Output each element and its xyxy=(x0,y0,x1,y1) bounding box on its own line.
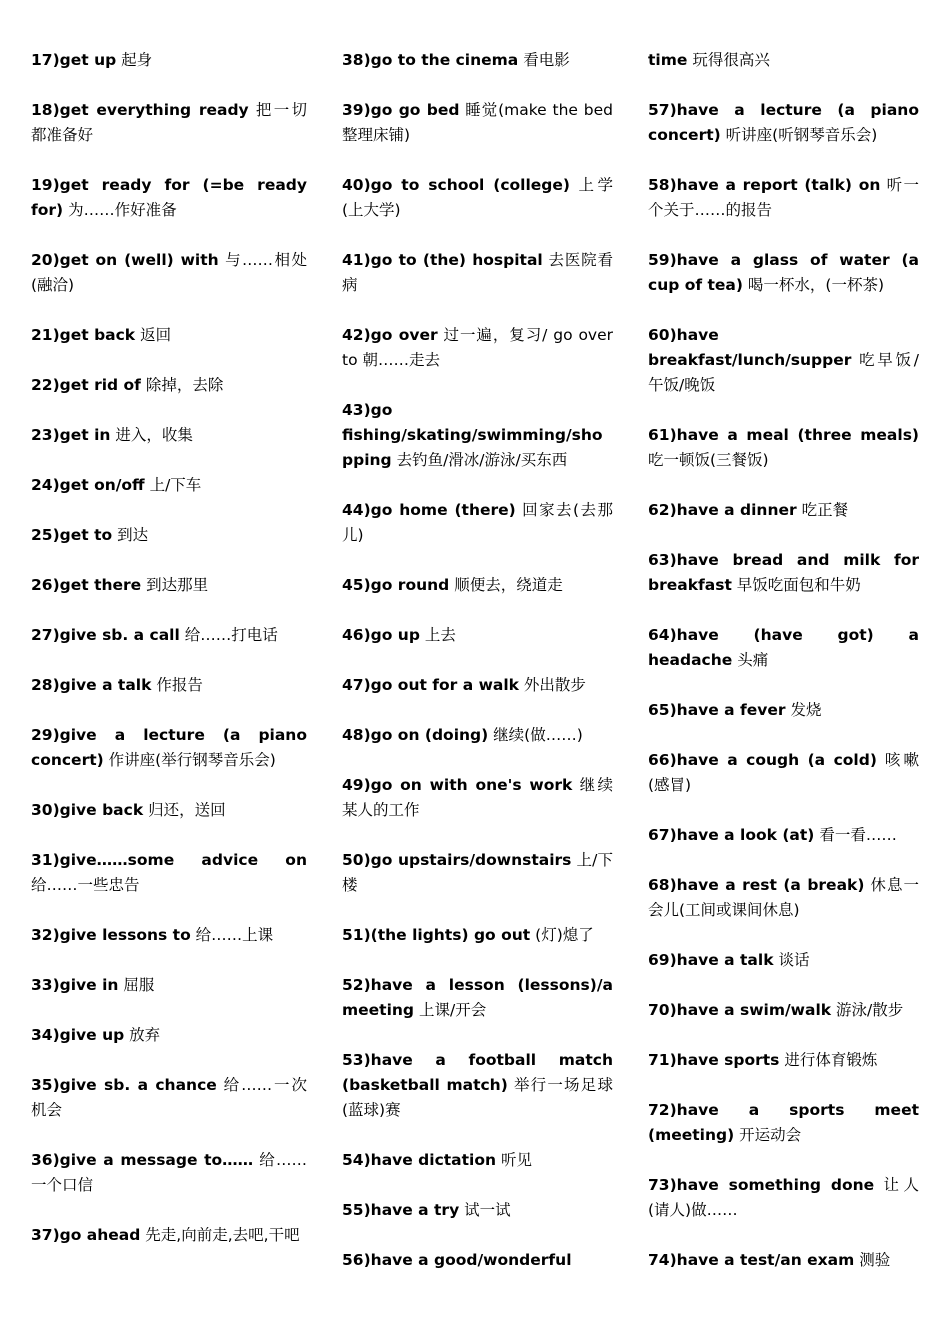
phrase-entry xyxy=(342,498,613,548)
phrase-english: 67)have a look (at) xyxy=(648,826,815,844)
phrase-chinese: 让人(请人)做…… xyxy=(648,1176,919,1219)
phrase-english: 47)go out for a walk xyxy=(342,676,519,694)
phrase-chinese: 进入，收集 xyxy=(115,426,193,444)
phrase-chinese: 顺便去，绕道走 xyxy=(454,576,563,594)
phrase-entry xyxy=(648,423,919,473)
phrase-chinese: 喝一杯水，(一杯茶) xyxy=(747,276,885,294)
phrase-entry xyxy=(342,723,613,748)
phrase-chinese: 返回 xyxy=(140,326,172,344)
phrase-chinese: 玩得很高兴 xyxy=(692,51,770,69)
phrase-english: 36)give a message to…… xyxy=(31,1151,254,1169)
phrase-chinese: 归还，送回 xyxy=(148,801,226,819)
phrase-entry xyxy=(342,973,613,1023)
phrase-chinese: 先走,向前走,去吧,干吧 xyxy=(145,1226,300,1244)
phrase-chinese: 把一切都准备好 xyxy=(31,101,307,144)
phrase-english: 35)give sb. a chance xyxy=(31,1076,217,1094)
phrase-english: 43)go fishing/skating/swimming/shopping xyxy=(342,401,603,469)
phrase-entry xyxy=(342,1198,613,1223)
phrase-entry xyxy=(342,248,613,298)
phrase-english: 38)go to the cinema xyxy=(342,51,519,69)
phrase-chinese: 听讲座(听钢琴音乐会) xyxy=(725,126,878,144)
phrase-entry xyxy=(648,173,919,223)
phrase-entry xyxy=(31,723,307,773)
phrase-english: 45)go round xyxy=(342,576,450,594)
phrase-entry xyxy=(31,1073,307,1123)
phrase-entry xyxy=(342,923,613,948)
phrase-entry xyxy=(342,48,613,73)
phrase-chinese: 听见 xyxy=(500,1151,532,1169)
phrase-entry xyxy=(342,1048,613,1123)
phrase-entry xyxy=(342,623,613,648)
phrase-english: 63)have bread and milk for breakfast xyxy=(648,551,919,594)
phrase-chinese: 吃一顿饭(三餐饭) xyxy=(648,451,769,469)
phrase-english: 32)give lessons to xyxy=(31,926,191,944)
phrase-entry xyxy=(648,623,919,673)
phrase-english: 23)get in xyxy=(31,426,111,444)
phrase-entry xyxy=(648,548,919,598)
phrase-chinese: 给……一些忠告 xyxy=(31,876,140,894)
phrase-entry xyxy=(31,673,307,698)
phrase-entry xyxy=(342,173,613,223)
phrase-chinese: (灯)熄了 xyxy=(535,926,594,944)
phrase-entry xyxy=(648,248,919,298)
phrase-english: 30)give back xyxy=(31,801,144,819)
phrase-chinese: 早饭吃面包和牛奶 xyxy=(736,576,861,594)
phrase-english: 62)have a dinner xyxy=(648,501,797,519)
phrase-english: 49)go on with one's work xyxy=(342,776,573,794)
phrase-entry xyxy=(31,473,307,498)
phrase-chinese: 举行一场足球(蓝球)赛 xyxy=(342,1076,613,1119)
phrase-english: 42)go over xyxy=(342,326,438,344)
phrase-english: 18)get everything ready xyxy=(31,101,249,119)
phrase-chinese: 上去 xyxy=(424,626,456,644)
phrase-entry xyxy=(31,573,307,598)
phrase-entry xyxy=(31,623,307,648)
phrase-english: 68)have a rest (a break) xyxy=(648,876,865,894)
phrase-english: 21)get back xyxy=(31,326,136,344)
phrase-english: 53)have a football match (basketball match) xyxy=(342,1051,613,1094)
phrase-english: 40)go to school (college) xyxy=(342,176,571,194)
phrase-chinese: 谈话 xyxy=(778,951,810,969)
phrase-chinese: 吃正餐 xyxy=(801,501,849,519)
phrase-chinese: 作报告 xyxy=(156,676,203,694)
phrase-chinese: 咳嗽(感冒) xyxy=(648,751,919,794)
column-3 xyxy=(648,48,919,1298)
phrase-english: 54)have dictation xyxy=(342,1151,497,1169)
phrase-entry xyxy=(342,673,613,698)
phrase-chinese: 发烧 xyxy=(790,701,822,719)
phrase-english: 60)have breakfast/lunch/supper xyxy=(648,326,852,369)
phrase-entry xyxy=(648,98,919,148)
phrase-english: 31)give……some advice on xyxy=(31,851,307,869)
phrase-entry xyxy=(342,848,613,898)
phrase-chinese: 试一试 xyxy=(464,1201,511,1219)
phrase-entry xyxy=(31,923,307,948)
phrase-english: 22)get rid of xyxy=(31,376,141,394)
phrase-english: 19)get ready for (=be ready for) xyxy=(31,176,307,219)
phrase-english: 24)get on/off xyxy=(31,476,145,494)
phrase-chinese: 到达那里 xyxy=(146,576,209,594)
phrase-entry xyxy=(648,748,919,798)
phrase-chinese: 过一遍，复习/ go over to 朝……走去 xyxy=(342,326,614,369)
phrase-entry xyxy=(342,1248,613,1273)
phrase-english: 61)have a meal (three meals) xyxy=(648,426,919,444)
phrase-english: 65)have a fever xyxy=(648,701,786,719)
phrase-chinese: 去医院看病 xyxy=(342,251,613,294)
phrase-english: 46)go up xyxy=(342,626,420,644)
phrase-chinese: 作讲座(举行钢琴音乐会) xyxy=(108,751,276,769)
phrase-entry xyxy=(648,1098,919,1148)
phrase-entry xyxy=(342,398,613,473)
phrase-entry xyxy=(342,773,613,823)
phrase-chinese: 外出散步 xyxy=(523,676,586,694)
phrase-chinese: 与……相处(融洽) xyxy=(31,251,307,294)
phrase-chinese: 看电影 xyxy=(523,51,570,69)
phrase-chinese: 测验 xyxy=(859,1251,891,1269)
phrase-chinese: 休息一会儿(工间或课间休息) xyxy=(648,876,919,919)
phrase-english: 51)(the lights) go out xyxy=(342,926,531,944)
phrase-entry xyxy=(648,873,919,923)
phrase-english: 25)get to xyxy=(31,526,113,544)
phrase-english: 17)get up xyxy=(31,51,117,69)
phrase-entry xyxy=(31,973,307,998)
phrase-english: 59)have a glass of water (a cup of tea) xyxy=(648,251,919,294)
phrase-entry xyxy=(31,1023,307,1048)
phrase-english: 26)get there xyxy=(31,576,142,594)
phrase-entry xyxy=(648,498,919,523)
phrase-chinese: 听一个关于……的报告 xyxy=(648,176,919,219)
phrase-english: 34)give up xyxy=(31,1026,125,1044)
phrase-english: 28)give a talk xyxy=(31,676,152,694)
phrase-entry xyxy=(648,1173,919,1223)
phrase-chinese: 为……作好准备 xyxy=(68,201,177,219)
phrase-entry xyxy=(31,798,307,823)
phrase-entry xyxy=(31,48,307,73)
phrase-english: 55)have a try xyxy=(342,1201,460,1219)
phrase-chinese: 上学(上大学) xyxy=(342,176,613,219)
phrase-english: 52)have a lesson (lessons)/a meeting xyxy=(342,976,613,1019)
phrase-english: 71)have sports xyxy=(648,1051,780,1069)
phrase-english: 66)have a cough (a cold) xyxy=(648,751,877,769)
phrase-english: 48)go on (doing) xyxy=(342,726,489,744)
phrase-chinese: 给……上课 xyxy=(195,926,274,944)
phrase-chinese: 放弃 xyxy=(129,1026,161,1044)
phrase-english: 58)have a report (talk) on xyxy=(648,176,881,194)
phrase-chinese: 到达 xyxy=(117,526,149,544)
phrase-english: 69)have a talk xyxy=(648,951,774,969)
phrase-entry xyxy=(31,1223,307,1248)
phrase-english: 37)go ahead xyxy=(31,1226,141,1244)
phrase-entry xyxy=(648,1248,919,1273)
phrase-chinese: 进行体育锻炼 xyxy=(784,1051,878,1069)
phrase-chinese: 继续(做……) xyxy=(493,726,583,744)
phrase-chinese: 去钓鱼/滑冰/游泳/买东西 xyxy=(396,451,568,469)
phrase-entry xyxy=(31,98,307,148)
phrase-entry xyxy=(31,423,307,448)
phrase-english: 41)go to (the) hospital xyxy=(342,251,543,269)
phrase-entry xyxy=(31,373,307,398)
phrase-entry xyxy=(31,323,307,348)
phrase-english: 74)have a test/an exam xyxy=(648,1251,855,1269)
phrase-english: 50)go upstairs/downstairs xyxy=(342,851,572,869)
phrase-chinese: 上/下车 xyxy=(149,476,202,494)
phrase-entry xyxy=(31,1148,307,1198)
phrase-entry xyxy=(31,848,307,898)
phrase-english: 73)have something done xyxy=(648,1176,875,1194)
phrase-entry xyxy=(31,173,307,223)
phrase-entry xyxy=(648,698,919,723)
phrase-chinese: 给……打电话 xyxy=(184,626,278,644)
phrase-english: 33)give in xyxy=(31,976,119,994)
phrase-entry xyxy=(648,323,919,398)
phrase-entry xyxy=(648,998,919,1023)
phrase-entry xyxy=(342,98,613,148)
phrase-english: 57)have a lecture (a piano concert) xyxy=(648,101,919,144)
phrase-english: 39)go go bed xyxy=(342,101,460,119)
phrase-english: time xyxy=(648,51,688,69)
phrase-entry xyxy=(342,573,613,598)
phrase-english: 64)have (have got) a headache xyxy=(648,626,919,669)
phrase-english: 56)have a good/wonderful xyxy=(342,1251,572,1269)
phrase-english: 72)have a sports meet (meeting) xyxy=(648,1101,919,1144)
phrase-chinese: 开运动会 xyxy=(739,1126,802,1144)
phrase-chinese: 吃早饭/午饭/晚饭 xyxy=(648,351,919,394)
phrase-entry xyxy=(31,248,307,298)
phrase-chinese: 起身 xyxy=(121,51,153,69)
phrase-english: 20)get on (well) with xyxy=(31,251,219,269)
phrase-chinese: 上/下楼 xyxy=(342,851,613,894)
phrase-entry xyxy=(648,948,919,973)
phrase-chinese: 给……一次机会 xyxy=(31,1076,307,1119)
column-2 xyxy=(342,48,613,1298)
phrase-chinese: 睡觉(make the bed 整理床铺) xyxy=(342,101,614,144)
phrase-chinese: 上课/开会 xyxy=(418,1001,487,1019)
phrase-entry xyxy=(31,523,307,548)
phrase-english: 27)give sb. a call xyxy=(31,626,180,644)
phrase-chinese: 继续某人的工作 xyxy=(342,776,613,819)
phrase-entry xyxy=(648,1048,919,1073)
phrase-chinese: 看一看…… xyxy=(819,826,897,844)
phrase-chinese: 游泳/散步 xyxy=(836,1001,904,1019)
phrase-english: 29)give a lecture (a piano concert) xyxy=(31,726,307,769)
phrase-chinese: 回家去(去那儿) xyxy=(342,501,613,544)
phrase-chinese: 除掉，去除 xyxy=(145,376,224,394)
phrase-chinese: 给……一个口信 xyxy=(31,1151,307,1194)
phrase-english: 70)have a swim/walk xyxy=(648,1001,832,1019)
phrase-entry xyxy=(648,48,919,73)
phrase-entry xyxy=(342,323,613,373)
phrase-entry xyxy=(648,823,919,848)
phrase-entry xyxy=(342,1148,613,1173)
phrase-chinese: 屈服 xyxy=(123,976,155,994)
phrase-chinese: 头痛 xyxy=(737,651,769,669)
phrase-english: 44)go home (there) xyxy=(342,501,516,519)
column-1 xyxy=(31,48,307,1273)
